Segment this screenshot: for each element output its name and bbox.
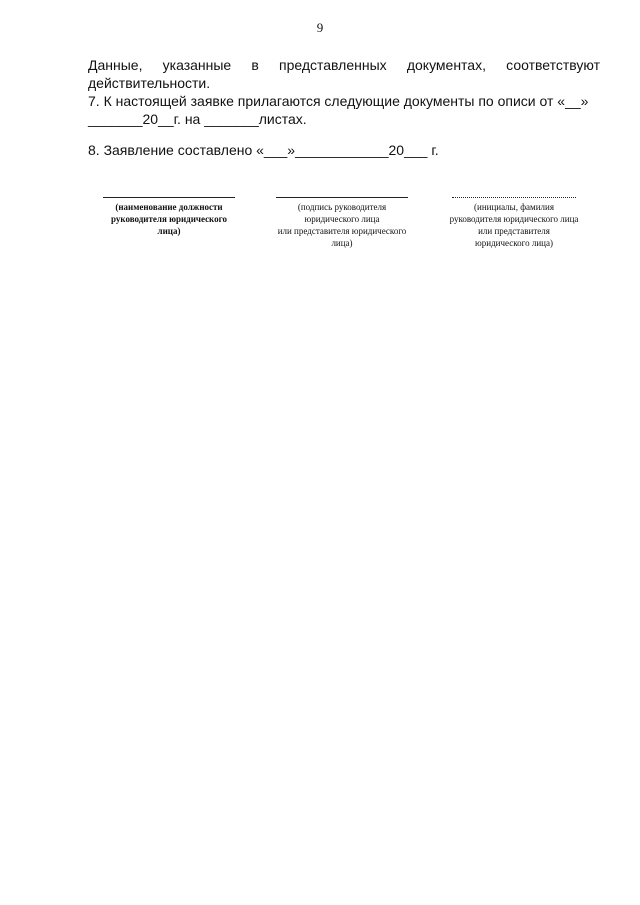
signature-name-column bbox=[426, 197, 602, 249]
item-8-compiled-date bbox=[88, 141, 600, 159]
statement-word: представленных bbox=[279, 57, 387, 73]
data-accuracy-statement bbox=[88, 56, 600, 92]
statement-word: в bbox=[251, 57, 259, 73]
item-7-line-2: _______20__г. на _______листах. bbox=[88, 111, 307, 127]
item-7-attachments bbox=[88, 92, 600, 128]
statement-line-1 bbox=[88, 56, 600, 74]
signature-name-caption: (инициалы, фамилия руководителя юридического лица или представителя юридического лица) bbox=[449, 202, 579, 248]
page-number: 9 bbox=[316, 20, 324, 35]
statement-word: указанные bbox=[162, 57, 232, 73]
signature-sign-caption: (подпись руководителя юридического лица или представителя юридического лица) bbox=[277, 202, 407, 248]
item-8-line: 8. Заявление составлено «___»____________20___ г. bbox=[88, 142, 439, 158]
statement-word: документах, bbox=[406, 57, 486, 73]
signature-name-line bbox=[452, 197, 576, 198]
statement-word: соответствуют bbox=[506, 57, 600, 73]
signature-block bbox=[0, 197, 640, 267]
signature-position-caption: (наименование должности руководителя юридического лица) bbox=[110, 202, 227, 236]
signature-position-column bbox=[92, 197, 246, 237]
signature-sign-line bbox=[276, 197, 408, 198]
statement-line-2: действительности. bbox=[88, 75, 211, 91]
item-7-line-1: 7. К настоящей заявке прилагаются следующие документы по описи от «__» bbox=[88, 93, 589, 109]
signature-sign-column bbox=[262, 197, 422, 249]
signature-position-line bbox=[103, 197, 235, 198]
statement-word: Данные, bbox=[88, 57, 143, 73]
